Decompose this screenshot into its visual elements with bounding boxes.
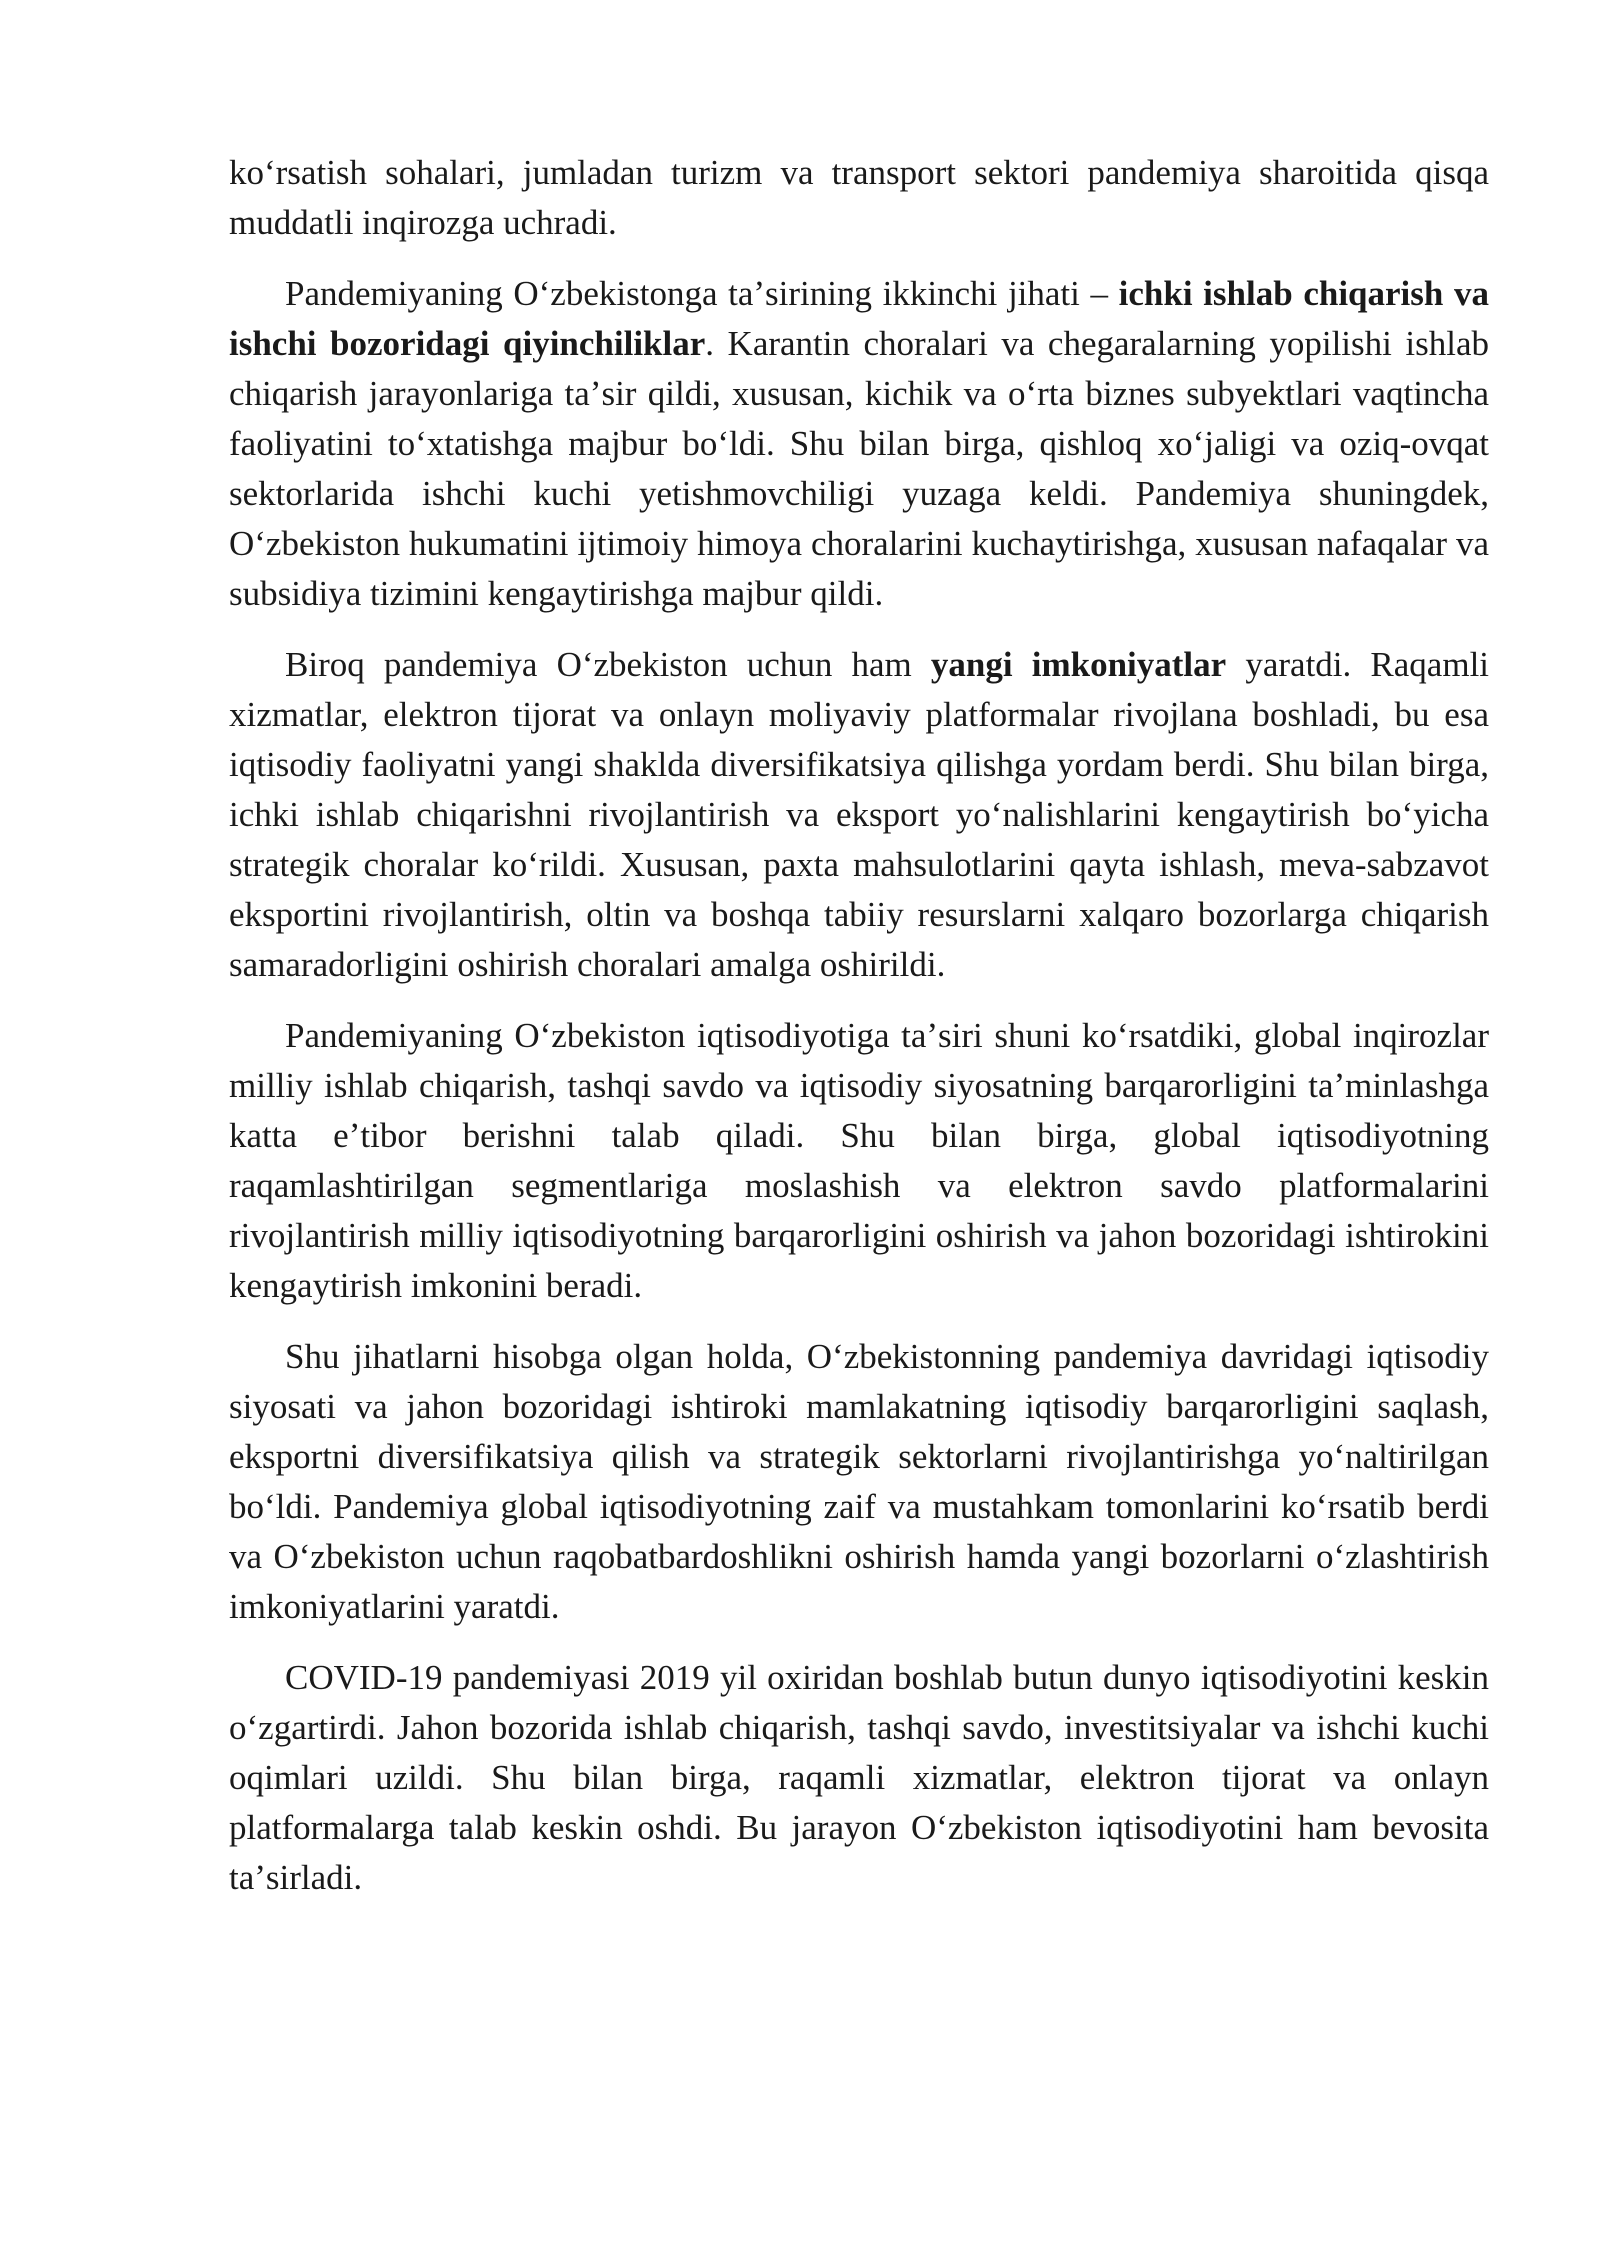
paragraph-5	[229, 1332, 1489, 1632]
paragraph-2-text-a: Pandemiyaning Oʻzbekistonga taʼsirining ikkinchi jihati –	[285, 274, 1119, 313]
paragraph-3-text-b: yaratdi. Raqamli xizmatlar, elektron tijorat va onlayn moliyaviy platformalar rivojlana boshladi, bu esa iqtisodiy faoliyatni yangi shaklda diversifikatsiya qilishga yordam berdi. Shu bilan birga, ichki ishlab chiqarishni rivojlantirish va eksport yoʻnalishlarini kengaytirish boʻyicha strategik choralar koʻrildi. Xususan, paxta mahsulotlarini qayta ishlash, meva-sabzavot eksportini rivojlantirish, oltin va boshqa tabiiy resurslarni xalqaro bozorlarga chiqarish samaradorligini oshirish choralari amalga oshirildi.	[229, 645, 1490, 984]
paragraph-1-text: koʻrsatish sohalari, jumladan turizm va transport sektori pandemiya sharoitida qisqa muddatli inqirozga uchradi.	[229, 153, 1489, 242]
paragraph-2-bold-phrase: ichki ishlab chiqarish va ishchi bozoridagi qiyinchiliklar	[229, 274, 1489, 363]
paragraph-1	[229, 148, 1489, 248]
paragraph-4-text: Pandemiyaning Oʻzbekiston iqtisodiyotiga taʼsiri shuni koʻrsatdiki, global inqirozlar milliy ishlab chiqarish, tashqi savdo va iqtisodiy siyosatning barqarorligini taʼminlashga katta eʼtibor berishni talab qiladi. Shu bilan birga, global iqtisodiyotning raqamlashtirilgan segmentlariga moslashish va elektron savdo platformalarini rivojlantirish milliy iqtisodiyotning barqarorligini oshirish va jahon bozoridagi ishtirokini kengaytirish imkonini beradi.	[229, 1016, 1489, 1305]
paragraph-2	[229, 269, 1489, 619]
paragraph-2-text-b: . Karantin choralari va chegaralarning yopilishi ishlab chiqarish jarayonlariga taʼsir qildi, xususan, kichik va oʻrta biznes subyektlari vaqtincha faoliyatini toʻxtatishga majbur boʻldi. Shu bilan birga, qishloq xoʻjaligi va oziq-ovqat sektorlarida ishchi kuchi yetishmovchiligi yuzaga keldi. Pandemiya shuningdek, Oʻzbekiston hukumatini ijtimoiy himoya choralarini kuchaytirishga, xususan nafaqalar va subsidiya tizimini kengaytirishga majbur qildi.	[229, 324, 1489, 613]
paragraph-6	[229, 1653, 1489, 1903]
paragraph-3-text-a: Biroq pandemiya Oʻzbekiston uchun ham	[285, 645, 931, 684]
paragraph-3	[229, 640, 1489, 990]
paragraph-6-text: COVID-19 pandemiyasi 2019 yil oxiridan boshlab butun dunyo iqtisodiyotini keskin oʻzgartirdi. Jahon bozorida ishlab chiqarish, tashqi savdo, investitsiyalar va ishchi kuchi oqimlari uzildi. Shu bilan birga, raqamli xizmatlar, elektron tijorat va onlayn platformalarga talab keskin oshdi. Bu jarayon Oʻzbekiston iqtisodiyotini ham bevosita taʼsirladi.	[229, 1658, 1489, 1897]
paragraph-5-text: Shu jihatlarni hisobga olgan holda, Oʻzbekistonning pandemiya davridagi iqtisodiy siyosati va jahon bozoridagi ishtiroki mamlakatning iqtisodiy barqarorligini saqlash, eksportni diversifikatsiya qilish va strategik sektorlarni rivojlantirishga yoʻnaltirilgan boʻldi. Pandemiya global iqtisodiyotning zaif va mustahkam tomonlarini koʻrsatib berdi va Oʻzbekiston uchun raqobatbardoshlikni oshirish hamda yangi bozorlarni oʻzlashtirish imkoniyatlarini yaratdi.	[229, 1337, 1489, 1626]
document-page	[229, 148, 1489, 1924]
paragraph-4	[229, 1011, 1489, 1311]
paragraph-3-bold-phrase: yangi imkoniyatlar	[930, 645, 1227, 684]
